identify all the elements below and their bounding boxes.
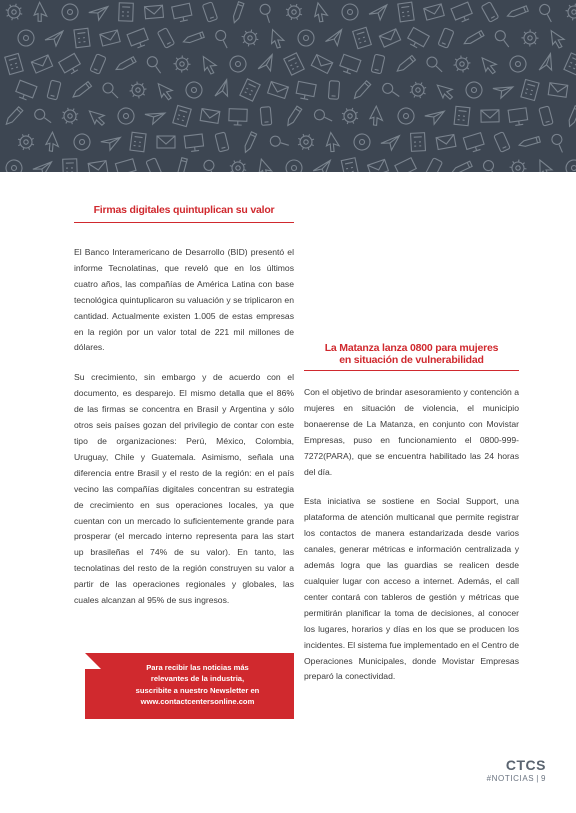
magnifier-icon [427, 57, 442, 72]
pencil-icon [6, 107, 24, 125]
article-paragraph: Con el objetivo de brindar asesoramiento y contención a mujeres en situación de violencia, el municipio bonaerense de La Matanza, en conjunto con Movistar Empresas, puso en funcionamiento el 0800-999-7272(PARA), que se encuentra habilitado las 24 horas del día. [304, 387, 519, 477]
pencil-icon [519, 130, 542, 153]
monitor-icon [172, 3, 193, 22]
promo-line: relevantes de la industria, [150, 674, 245, 684]
disc-icon [508, 54, 529, 75]
disc-icon [353, 133, 372, 152]
monitor-icon [406, 28, 430, 51]
magnifier-icon [313, 107, 332, 126]
gear-icon [227, 157, 248, 172]
pencil-icon [183, 26, 206, 49]
cursor-icon [314, 3, 330, 23]
calculator-icon [173, 105, 191, 126]
monitor-icon [229, 109, 248, 126]
promo-edge [85, 669, 101, 719]
gear-icon [173, 55, 191, 73]
article-paragraph: Su crecimiento, sin embargo y de acuerdo con el documento, es desparejo. El mismo detalla que el 86% de las firmas se concentra en Brasil y Argentina y sólo otros seis países gozan del privilegio de contar con este tipo de organizaciones: Perú, México, Colombia, Uruguay, Chile y Guatemala. Asimismo, señala una diferencia entre Brasil y el resto de la región: en el país vecino las compañías digitales concentran su estrategia de crecimiento en sus operaciones locales, ya que cuentan con un mercado lo suficientemente grande para prosperar (el mercado interno representa para las start up brasileñas el 74% de su valor). En tanto, las tecnolatinas del resto de la región construyen su valor a partir de las operaciones regionales y globales, las cuales alcanzan al 95% de sus ingresos. [74, 372, 294, 606]
envelope-icon [200, 109, 220, 124]
calculator-icon [411, 133, 426, 152]
disc-icon [184, 80, 205, 101]
calculator-icon [564, 53, 576, 75]
phone-icon [157, 28, 174, 49]
cursor-icon [271, 30, 284, 49]
magnifier-icon [34, 108, 51, 125]
magnifier-icon [213, 29, 232, 48]
title-line: La Matanza lanza 0800 para mujeres [324, 342, 499, 354]
calculator-icon [74, 28, 90, 48]
magnifier-icon [103, 83, 118, 98]
monitor-icon [451, 2, 474, 24]
gear-icon [564, 2, 576, 22]
calculator-icon [454, 106, 470, 125]
separator: | [536, 774, 539, 783]
monitor-icon [338, 54, 360, 75]
monitor-icon [295, 81, 316, 100]
gear-icon [521, 29, 538, 46]
gear-icon [15, 131, 38, 154]
page-number: 9 [540, 774, 546, 783]
header-pattern-band [0, 0, 576, 172]
title-underline [74, 222, 294, 223]
magnifier-icon [200, 159, 220, 172]
monitor-icon [395, 158, 418, 172]
pencil-icon [239, 130, 261, 152]
pencil-icon [73, 80, 92, 99]
phone-icon [90, 54, 106, 74]
section-label: #NOTICIAS [486, 774, 535, 783]
phone-icon [215, 132, 229, 152]
paper-plane-icon [211, 80, 234, 102]
phone-icon [328, 81, 339, 100]
pencil-icon [227, 0, 250, 23]
article-paragraph: Esta iniciativa se sostiene en Social Support, una plataforma de atención multicanal que permite registrar los contactos de manera estandarizada desde varios canales, generar métricas e información centralizada y además logra que las guardias se realicen desde cualquier lugar con acceso a internet. Además, el call center contará con tableros de gestión y métricas que permitirán planificar la toma de decisiones, al conocer los lugares, horarios y días en los que se producen los incidentes. El sistema fue implementado en el Centro de Operaciones Municipales, donde Movistar Empresas preparó la conectividad. [304, 496, 519, 682]
monitor-icon [14, 80, 37, 101]
phone-icon [146, 158, 162, 172]
cursor-icon [203, 56, 217, 75]
envelope-icon [436, 135, 456, 150]
page-footer [487, 774, 546, 783]
paper-plane-icon [143, 106, 165, 127]
phone-icon [481, 2, 498, 23]
monitor-icon [115, 159, 137, 172]
calculator-icon [5, 53, 23, 74]
paper-plane-icon [380, 134, 399, 150]
gear-icon [509, 159, 528, 172]
phone-icon [438, 28, 454, 48]
cursor-icon [89, 106, 107, 127]
envelope-icon [88, 161, 108, 172]
calculator-icon [240, 79, 260, 101]
cursor-icon [368, 106, 387, 127]
cursor-icon [551, 29, 565, 48]
gear-icon [339, 105, 362, 128]
cursor-icon [540, 160, 552, 172]
phone-icon [202, 2, 217, 22]
monitor-icon [508, 108, 528, 126]
disc-icon [463, 79, 485, 101]
cursor-icon [33, 2, 51, 23]
article-right [304, 342, 519, 685]
phone-icon [425, 158, 442, 172]
cursor-icon [437, 80, 455, 101]
pencil-icon [563, 104, 576, 126]
magnifier-icon [549, 133, 569, 153]
disc-icon [341, 3, 359, 21]
promo-line: suscribite a nuestro Newsletter en [135, 685, 260, 695]
promo-line: Para recibir las noticias más [146, 663, 249, 672]
paper-plane-icon [32, 160, 51, 172]
magnifier-icon [494, 30, 511, 47]
article-title-matanza [304, 342, 519, 366]
calculator-icon [521, 79, 539, 100]
magnifier-icon [481, 160, 499, 172]
calculator-icon [341, 158, 358, 172]
monitor-icon [127, 28, 150, 49]
disc-icon [565, 159, 576, 172]
magnifier-icon [146, 56, 163, 73]
article-left [74, 204, 294, 609]
pencil-icon [284, 105, 304, 125]
envelope-icon [379, 29, 400, 47]
pencil-icon [452, 157, 474, 172]
paper-plane-icon [255, 54, 277, 74]
disc-icon [298, 30, 315, 47]
pencil-icon [464, 27, 485, 48]
envelope-icon [31, 55, 52, 73]
paper-plane-icon [535, 54, 558, 76]
disc-icon [72, 132, 93, 153]
tech-icons-pattern [0, 0, 576, 172]
cursor-icon [158, 81, 174, 101]
calculator-icon [398, 2, 414, 22]
gear-icon [283, 1, 305, 23]
pencil-icon [397, 54, 416, 73]
paper-plane-icon [99, 133, 120, 152]
cursor-icon [325, 133, 342, 154]
paper-plane-icon [45, 31, 63, 46]
title-line: en situación de vulnerabilidad [339, 354, 484, 366]
pencil-icon [171, 156, 194, 172]
cursor-icon [44, 132, 63, 154]
paper-plane-icon [491, 80, 513, 101]
disc-icon [396, 106, 417, 127]
monitor-icon [184, 134, 204, 152]
monitor-icon [59, 53, 83, 76]
pencil-icon [116, 53, 137, 74]
magnifier-icon [269, 132, 289, 152]
newsletter-promo[interactable] [101, 653, 294, 719]
calculator-icon [63, 159, 78, 172]
envelope-icon [368, 159, 389, 172]
calculator-icon [119, 3, 134, 21]
gear-icon [129, 81, 148, 100]
pencil-icon [507, 1, 529, 23]
gear-icon [240, 28, 260, 48]
paper-plane-icon [88, 4, 108, 22]
gear-icon [295, 131, 318, 154]
envelope-icon [548, 83, 567, 97]
gear-icon [452, 54, 471, 73]
article-title-firmas: Firmas digitales quintuplican su valor [93, 204, 275, 216]
promo-notch [85, 653, 101, 669]
gear-icon [407, 79, 428, 100]
magnifier-icon [382, 82, 399, 99]
envelope-icon [157, 136, 175, 148]
disc-icon [115, 105, 137, 127]
phone-icon [539, 106, 553, 126]
envelope-icon [424, 4, 444, 20]
disc-icon [60, 2, 80, 22]
disc-icon [286, 160, 303, 172]
phone-icon [260, 107, 272, 126]
magnifier-icon [537, 3, 556, 22]
phone-icon [47, 80, 61, 100]
article-paragraph: El Banco Interamericano de Desarrollo (BID) presentó el informe Tecnolatinas, que reveló que en los últimos cuatro años, las compañías de América Latina con base tecnológica quintuplicaron su valuación y se triplicaron en cantidad. Actualmente existen 1.005 de estas empresas en la región por un valor total de 221 mil millones de dólares. [74, 247, 294, 353]
paper-plane-icon [423, 107, 444, 126]
disc-icon [5, 159, 24, 172]
envelope-icon [145, 5, 164, 19]
phone-icon [371, 54, 385, 74]
calculator-icon [130, 132, 146, 152]
cursor-icon [482, 55, 498, 75]
pencil-icon [354, 81, 372, 99]
disc-icon [229, 55, 248, 74]
paper-plane-icon [369, 5, 387, 20]
phone-icon [494, 132, 510, 153]
gear-icon [59, 105, 80, 126]
footer-brand [487, 758, 546, 783]
magnifier-icon [256, 3, 276, 23]
calculator-icon [284, 53, 304, 75]
paper-plane-icon [312, 160, 331, 172]
promo-link[interactable]: www.contactcentersonline.com [140, 697, 255, 707]
gear-icon [2, 0, 25, 23]
envelope-icon [268, 82, 289, 99]
envelope-icon [100, 30, 120, 46]
paper-plane-icon [324, 30, 344, 48]
envelope-icon [481, 110, 499, 122]
disc-icon [17, 29, 35, 47]
calculator-icon [353, 27, 372, 48]
title-underline [304, 370, 519, 371]
envelope-icon [311, 55, 332, 74]
brand-logo: CTCS [505, 757, 546, 773]
monitor-icon [463, 133, 485, 154]
cursor-icon [259, 159, 274, 172]
